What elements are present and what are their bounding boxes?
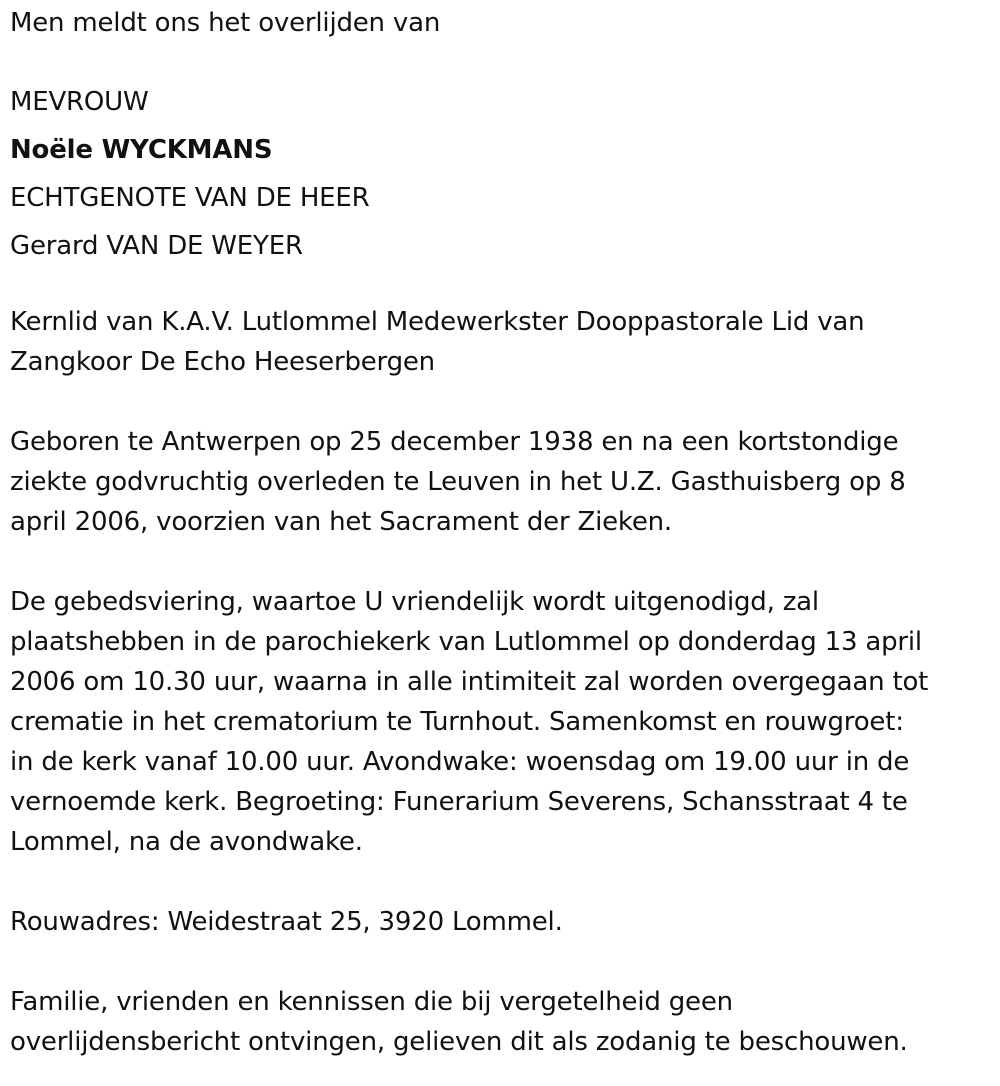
mourning-address: Rouwadres: Weidestraat 25, 3920 Lommel. [10,907,563,937]
paragraph-line: Geboren te Antwerpen op 25 december 1938 en na een kortstondige [10,427,899,457]
memberships-paragraph [10,302,990,382]
paragraph-line: in de kerk vanaf 10.00 uur. Avondwake: woensdag om 19.00 uur in de [10,747,910,777]
spacer [10,542,990,582]
spacer [10,46,990,78]
closing-paragraph [10,982,990,1062]
paragraph-line: plaatshebben in de parochiekerk van Lutlommel op donderdag 13 april [10,627,922,657]
spacer [10,382,990,422]
birth-death-paragraph [10,422,990,542]
spacer [10,270,990,302]
honorific: MEVROUW [10,87,149,117]
death-notice [10,0,990,1062]
paragraph-line: Lommel, na de avondwake. [10,827,363,857]
intro-text: Men meldt ons het overlijden van [10,8,441,38]
paragraph-line: ziekte godvruchtig overleden te Leuven in het U.Z. Gasthuisberg op 8 [10,467,906,497]
paragraph-line: 2006 om 10.30 uur, waarna in alle intimiteit zal worden overgegaan tot [10,667,929,697]
spouse-name: Gerard VAN DE WEYER [10,231,303,261]
spouse-label: ECHTGENOTE VAN DE HEER [10,183,370,213]
paragraph-line: De gebedsviering, waartoe U vriendelijk wordt uitgenodigd, zal [10,587,819,617]
paragraph-line: crematie in het crematorium te Turnhout. Samenkomst en rouwgroet: [10,707,904,737]
deceased-name: Noële WYCKMANS [10,135,273,165]
paragraph-line: Kernlid van K.A.V. Lutlommel Medewerkster Dooppastorale Lid van [10,307,865,337]
paragraph-line: Familie, vrienden en kennissen die bij vergetelheid geen [10,987,733,1017]
paragraph-line: april 2006, voorzien van het Sacrament der Zieken. [10,507,673,537]
ceremony-paragraph [10,582,990,862]
spacer [10,862,990,902]
paragraph-line: vernoemde kerk. Begroeting: Funerarium Severens, Schansstraat 4 te [10,787,908,817]
spacer [10,942,990,982]
paragraph-line: Zangkoor De Echo Heeserbergen [10,347,435,377]
paragraph-line: overlijdensbericht ontvingen, gelieven dit als zodanig te beschouwen. [10,1027,908,1057]
